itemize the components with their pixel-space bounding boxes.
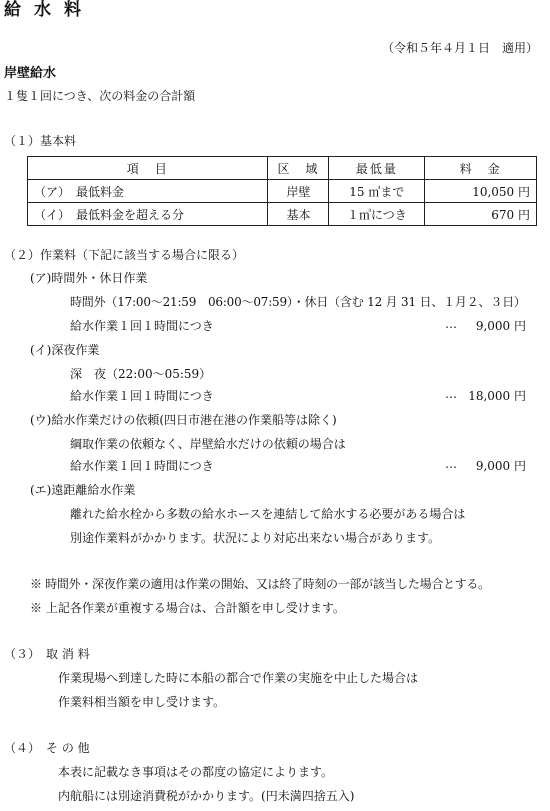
long-distance-title: (エ)遠距離給水作業 — [30, 483, 136, 497]
intro-text: １隻１回につき、次の料金の合計額 — [4, 89, 196, 103]
water-only-rate-label: 給水作業１回１時間につき — [70, 459, 214, 473]
night-price: 18,000 円 — [468, 389, 526, 403]
cancel-line2: 作業料相当額を申し受けます。 — [58, 695, 226, 709]
table-row — [28, 180, 537, 203]
header-price: 料 金 — [425, 157, 537, 180]
table-row — [28, 203, 537, 226]
long-distance-line2: 別途作業料がかかります。状況により対応出来ない場合があります。 — [70, 531, 441, 545]
note-2: ※ 上記各作業が重複する場合は、合計額を申し受けます。 — [30, 601, 345, 615]
row-qty: １㎥につき — [329, 203, 425, 226]
row-price: 670 円 — [425, 203, 537, 226]
night-hours: 深 夜（22:00～05:59） — [70, 367, 212, 381]
section-subtitle: 岸壁給水 — [4, 66, 57, 81]
night-dots: … — [445, 387, 457, 401]
overtime-dots: … — [445, 317, 457, 331]
section4-heading: （４） そ の 他 — [4, 741, 90, 755]
overtime-title: (ア)時間外・休日作業 — [30, 271, 148, 285]
overtime-rate-label: 給水作業１回１時間につき — [70, 319, 214, 333]
night-title: (イ)深夜作業 — [30, 343, 100, 357]
header-item: 項 目 — [28, 157, 268, 180]
row-area: 基本 — [268, 203, 329, 226]
other-line2: 内航船には別途消費税がかかります。(円未満四捨五入) — [58, 789, 355, 803]
overtime-price: 9,000 円 — [475, 319, 526, 333]
row-area: 岸壁 — [268, 180, 329, 203]
water-only-condition: 綱取作業の依頼なく、岸壁給水だけの依頼の場合は — [70, 437, 346, 451]
section2-heading: （２）作業料（下記に該当する場合に限る） — [4, 248, 245, 262]
page-title: 給水料 — [4, 0, 94, 20]
night-rate-label: 給水作業１回１時間につき — [70, 389, 214, 403]
section1-heading: （１）基本料 — [4, 134, 77, 148]
row-price: 10,050 円 — [425, 180, 537, 203]
row-qty: 15 ㎥まで — [329, 180, 425, 203]
row-item: （イ） 最低料金を超える分 — [28, 203, 268, 226]
long-distance-line1: 離れた給水栓から多数の給水ホースを連結して給水する必要がある場合は — [70, 507, 466, 521]
note-1: ※ 時間外・深夜作業の適用は作業の開始、又は終了時刻の一部が該当した場合とする。 — [30, 577, 490, 591]
overtime-hours: 時間外（17:00～21:59 06:00～07:59）・休日（含む 12 月 31 日、１月２、３日） — [70, 295, 526, 309]
water-only-price: 9,000 円 — [475, 459, 526, 473]
table-header-row — [28, 157, 537, 180]
cancel-line1: 作業現場へ到達した時に本船の都合で作業の実施を中止した場合は — [58, 671, 419, 685]
section3-heading: （３） 取 消 料 — [4, 647, 90, 661]
water-only-dots: … — [445, 457, 457, 471]
header-area: 区 域 — [268, 157, 329, 180]
other-line1: 本表に記載なき事項はその都度の協定によります。 — [58, 765, 334, 779]
row-item: （ア） 最低料金 — [28, 180, 268, 203]
basic-fee-table — [27, 156, 537, 226]
water-only-title: (ウ)給水作業だけの依頼(四日市港在港の作業船等は除く) — [30, 413, 337, 427]
effective-date: （令和５年４月１日 適用） — [381, 41, 538, 55]
header-min-qty: 最低量 — [329, 157, 425, 180]
